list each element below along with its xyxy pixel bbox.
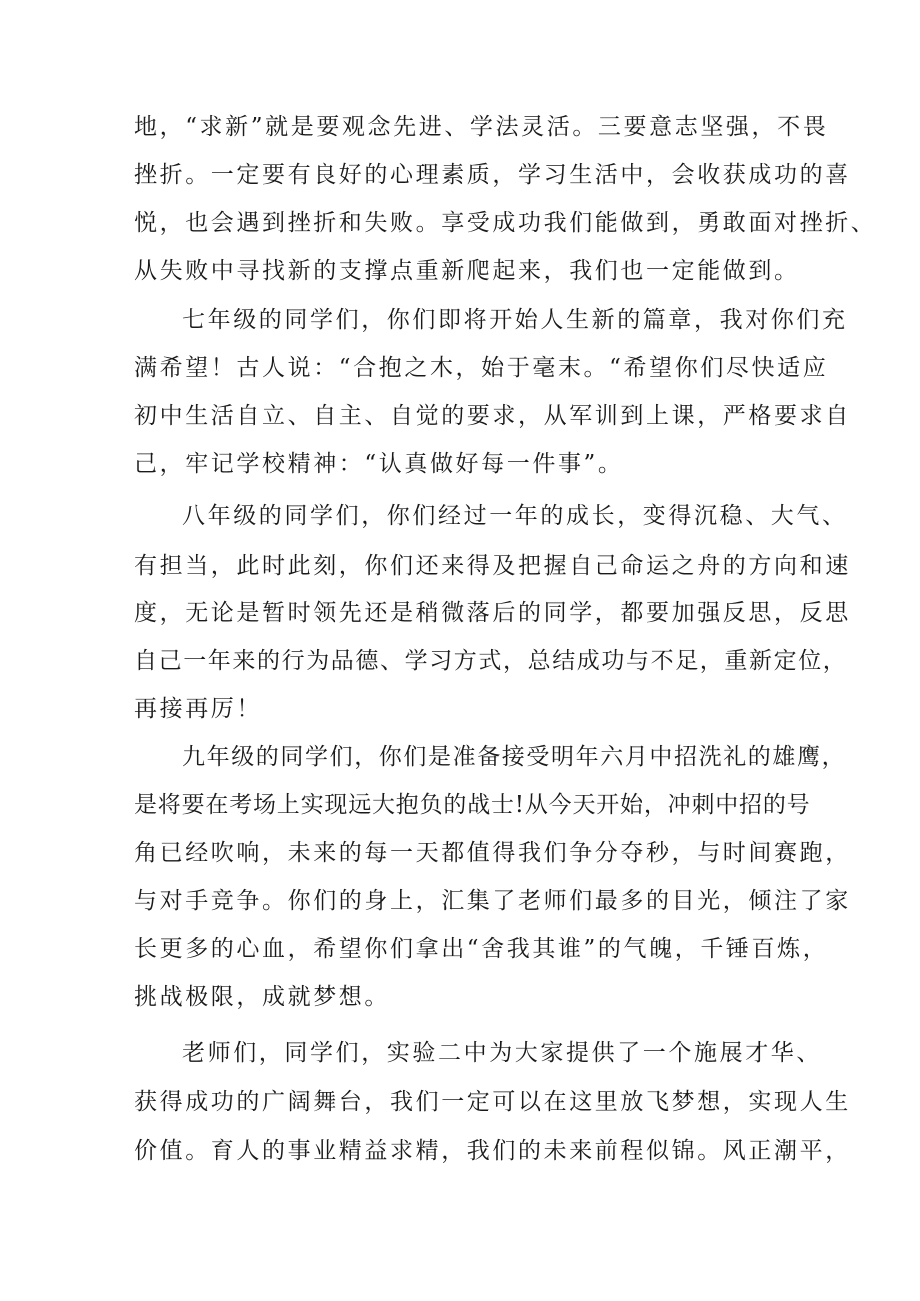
text-line: 是将要在考场上实现远大抱负的战士!从今天开始，冲刺中招的号 xyxy=(134,792,811,818)
text-line: 获得成功的广阔舞台，我们一定可以在这里放飞梦想，实现人生 xyxy=(134,1089,851,1115)
text-line: 有担当，此时此刻，你们还来得及把握自己命运之舟的方向和速 xyxy=(134,553,851,579)
text-line: 七年级的同学们，你们即将开始人生新的篇章，我对你们充 xyxy=(182,307,848,333)
text-line: 老师们，同学们，实验二中为大家提供了一个施展才华、 xyxy=(182,1040,822,1066)
text-line: 地，“求新”就是要观念先进、学法灵活。三要意志坚强，不畏 xyxy=(134,114,829,140)
text-line: 悦，也会遇到挫折和失败。享受成功我们能做到，勇敢面对挫折、 xyxy=(134,210,877,236)
text-line: 度，无论是暂时领先还是稍微落后的同学，都要加强反思，反思 xyxy=(134,600,851,626)
text-line: 再接再厉！ xyxy=(134,696,262,722)
text-line: 己，牢记学校精神：“认真做好每一件事”。 xyxy=(134,451,624,477)
text-line: 九年级的同学们，你们是准备接受明年六月中招洗礼的雄鹰， xyxy=(182,744,847,770)
text-line: 满希望！古人说：“合抱之木，始于毫末。“希望你们尽快适应 xyxy=(134,355,829,381)
text-line: 与对手竞争。你们的身上，汇集了老师们最多的目光，倾注了家 xyxy=(134,888,851,914)
text-line: 从失败中寻找新的支撑点重新爬起来，我们也一定能做到。 xyxy=(134,258,800,284)
text-line: 自己一年来的行为品德、学习方式，总结成功与不足，重新定位， xyxy=(134,648,848,674)
text-line: 初中生活自立、自主、自觉的要求，从军训到上课，严格要求自 xyxy=(134,403,851,429)
text-line: 挫折。一定要有良好的心理素质，学习生活中，会收获成功的喜 xyxy=(134,162,851,188)
text-line: 角已经吹响，未来的每一天都值得我们争分夺秒，与时间赛跑， xyxy=(134,840,851,866)
text-line: 八年级的同学们，你们经过一年的成长，变得沉稳、大气、 xyxy=(182,503,848,529)
text-line: 价值。育人的事业精益求精，我们的未来前程似锦。风正潮平， xyxy=(134,1138,851,1164)
text-line: 长更多的心血，希望你们拿出“舍我其谁”的气魄，千锤百炼， xyxy=(134,936,829,962)
text-line: 挑战极限，成就梦想。 xyxy=(134,984,390,1010)
